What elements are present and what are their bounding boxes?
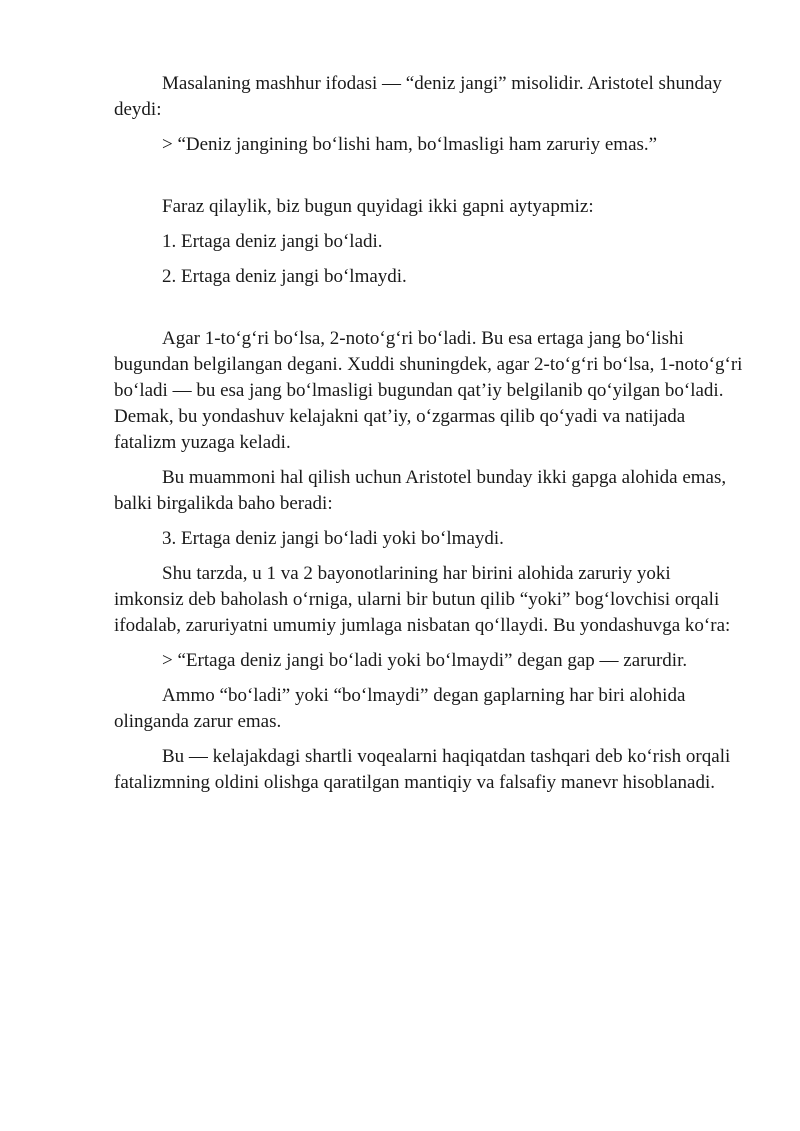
statement-3: 3. Ertaga deniz jangi bo‘ladi yoki bo‘lmaydi. <box>162 528 504 549</box>
intro-paragraph: Masalaning mashhur ifodasi — “deniz jangi” misolidir. Aristotel shunday deydi: <box>114 73 722 120</box>
contrast-paragraph: Ammo “bo‘ladi” yoki “bo‘lmaydi” degan gaplarning har biri alohida olinganda zarur emas. <box>114 685 686 732</box>
fatalism-paragraph: Agar 1-to‘g‘ri bo‘lsa, 2-noto‘g‘ri bo‘ladi. Bu esa ertaga jang bo‘lishi bugundan belgilangan degani. Xuddi shuningdek, agar 2-to‘g‘ri bo‘lsa, 1-noto‘g‘ri bo‘ladi — bu esa jang bo‘lmasligi bugundan qat’iy belgilanib qo‘yilgan bo‘ladi. Demak, bu yondashuv kelajakni qat’iy, o‘zgarmas qilib qo‘yadi va natijada fatalizm yuzaga keladi. <box>114 328 743 453</box>
necessity-quote-paragraph: > “Ertaga deniz jangi bo‘ladi yoki bo‘lmaydi” degan gap — zarurdir. <box>162 650 688 671</box>
solution-paragraph: Bu muammoni hal qilish uchun Aristotel bunday ikki gapga alohida emas, balki birgalikda baho beradi: <box>114 467 727 514</box>
conclusion-paragraph: Bu — kelajakdagi shartli voqealarni haqiqatdan tashqari deb ko‘rish orqali fatalizmning oldini olishga qaratilgan mantiqiy va falsafiy manevr hisoblanadi. <box>114 746 731 793</box>
approach-paragraph: Shu tarzda, u 1 va 2 bayonotlarining har birini alohida zaruriy yoki imkonsiz deb baholash o‘rniga, ularni bir butun qilib “yoki” bog‘lovchisi orqali ifodalab, zaruriyatni umumiy jumlaga nisbatan qo‘llaydi. Bu yondashuvga ko‘ra: <box>114 563 731 636</box>
supposition-paragraph: Faraz qilaylik, biz bugun quyidagi ikki gapni aytyapmiz: <box>162 196 594 217</box>
quote-paragraph: > “Deniz jangining bo‘lishi ham, bo‘lmasligi ham zaruriy emas.” <box>162 134 658 155</box>
document-page <box>114 71 744 796</box>
statement-1: 1. Ertaga deniz jangi bo‘ladi. <box>162 231 383 252</box>
statement-2: 2. Ertaga deniz jangi bo‘lmaydi. <box>162 266 407 287</box>
